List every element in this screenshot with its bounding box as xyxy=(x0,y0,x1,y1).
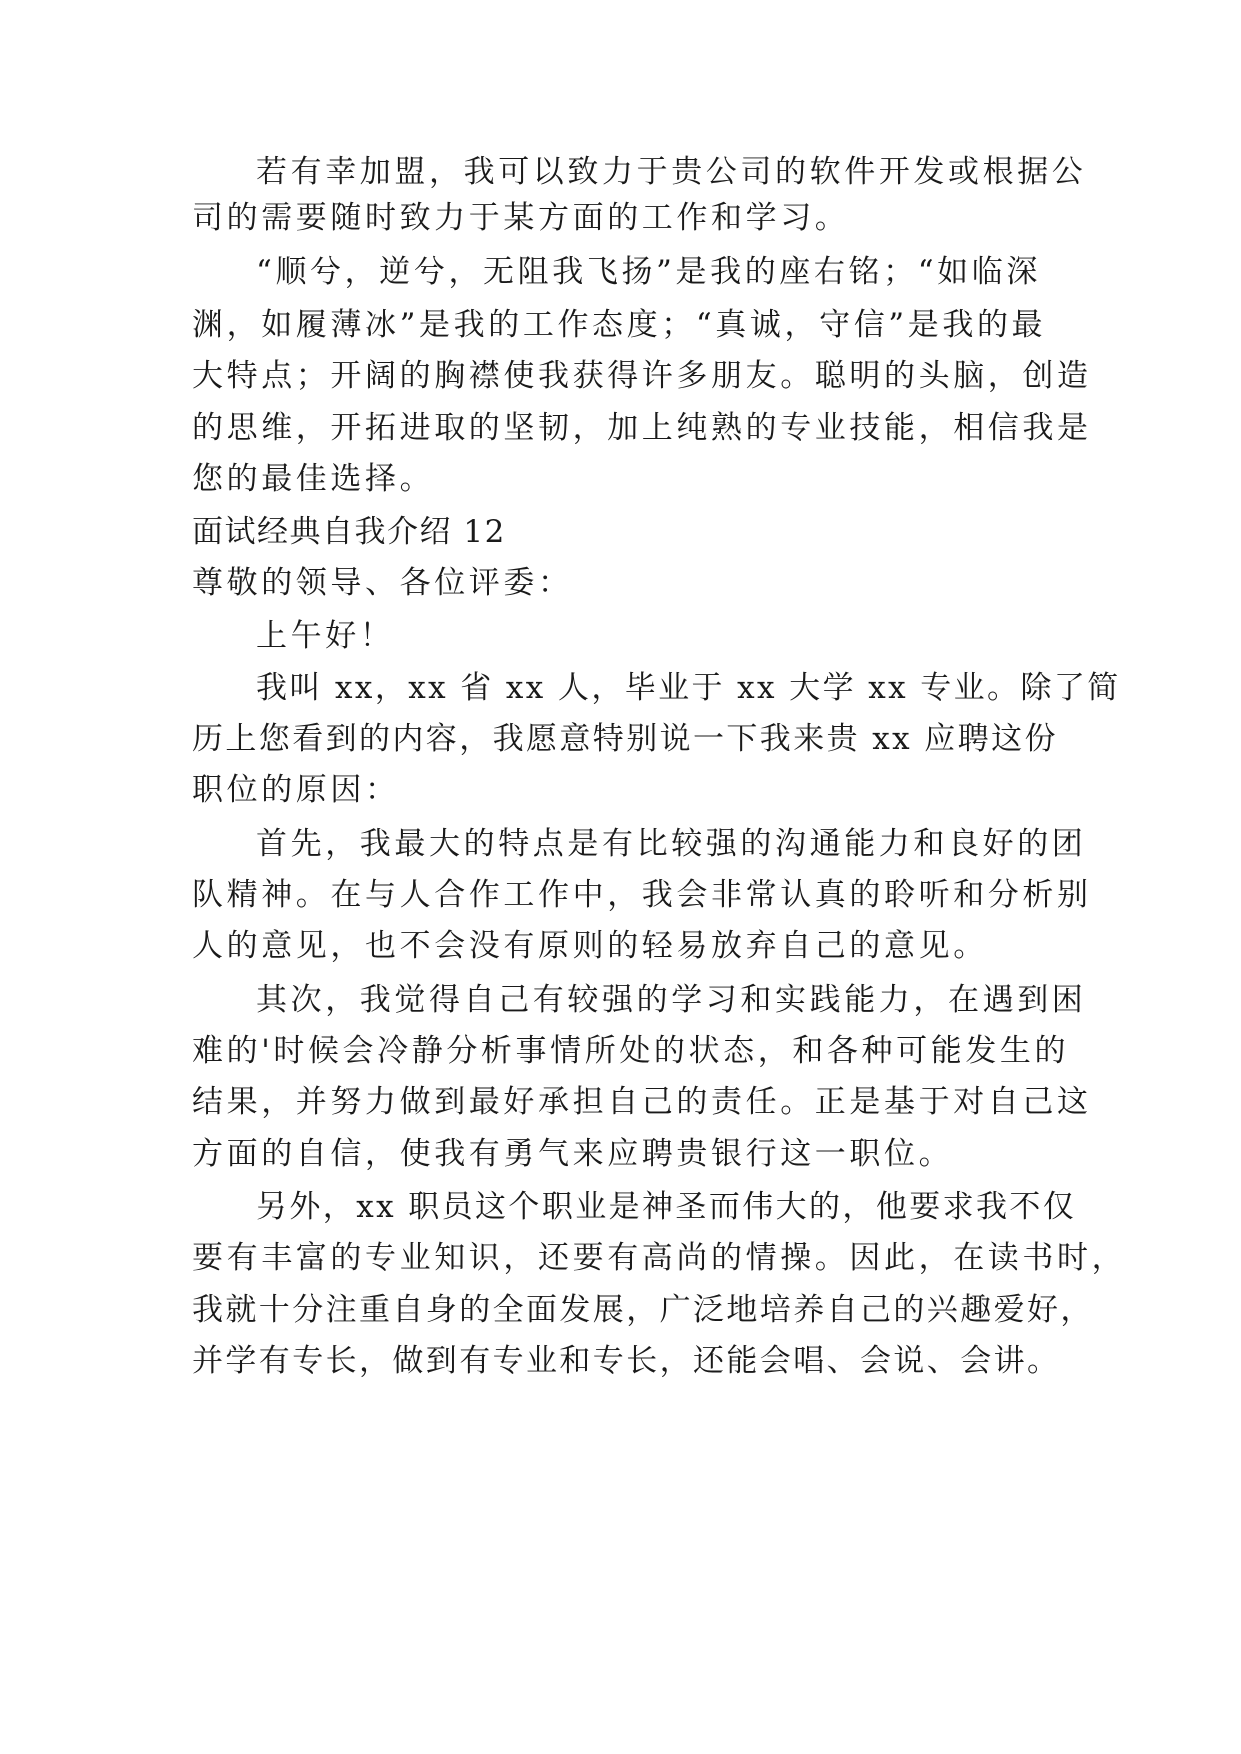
text-line: 我就十分注重自身的全面发展，广泛地培养自己的兴趣爱好， xyxy=(192,1292,1094,1328)
text-line: 要有丰富的专业知识，还要有高尚的情操。因此，在读书时， xyxy=(192,1240,1127,1276)
text-line: “顺兮，逆兮，无阻我飞扬”是我的座右铭；“如临深 xyxy=(256,254,1041,290)
text-line: 难的'时候会冷静分析事情所处的状态，和各种可能发生的 xyxy=(192,1033,1070,1069)
greeting: 上午好！ xyxy=(256,618,395,654)
text-line: 职位的原因： xyxy=(192,772,400,808)
text-line: 您的最佳选择。 xyxy=(192,461,435,497)
text-line: 队精神。在与人合作工作中，我会非常认真的聆听和分析别 xyxy=(192,877,1092,913)
section-heading: 面试经典自我介绍 12 xyxy=(192,514,506,550)
salutation: 尊敬的领导、各位评委： xyxy=(192,565,573,601)
text-line: 我叫 xx，xx 省 xx 人，毕业于 xx 大学 xx 专业。除了简 xyxy=(256,670,1121,706)
text-line: 首先，我最大的特点是有比较强的沟通能力和良好的团 xyxy=(256,826,1087,862)
text-line: 的思维，开拓进取的坚韧，加上纯熟的专业技能，相信我是 xyxy=(192,410,1092,446)
text-line: 渊，如履薄冰”是我的工作态度；“真诚，守信”是我的最 xyxy=(192,307,1047,343)
text-line: 另外，xx 职员这个职业是神圣而伟大的，他要求我不仅 xyxy=(256,1189,1077,1225)
text-line: 其次，我觉得自己有较强的学习和实践能力，在遇到困 xyxy=(256,982,1087,1018)
text-line: 历上您看到的内容，我愿意特别说一下我来贵 xx 应聘这份 xyxy=(192,721,1058,757)
text-line: 大特点；开阔的胸襟使我获得许多朋友。聪明的头脑，创造 xyxy=(192,358,1092,394)
text-line: 人的意见，也不会没有原则的轻易放弃自己的意见。 xyxy=(192,928,988,964)
text-line: 结果，并努力做到最好承担自己的责任。正是基于对自己这 xyxy=(192,1084,1092,1120)
text-line: 并学有专长，做到有专业和专长，还能会唱、会说、会讲。 xyxy=(192,1343,1061,1379)
text-line: 司的需要随时致力于某方面的工作和学习。 xyxy=(192,200,850,236)
text-line: 方面的自信，使我有勇气来应聘贵银行这一职位。 xyxy=(192,1136,954,1172)
text-line: 若有幸加盟，我可以致力于贵公司的软件开发或根据公 xyxy=(256,154,1087,190)
